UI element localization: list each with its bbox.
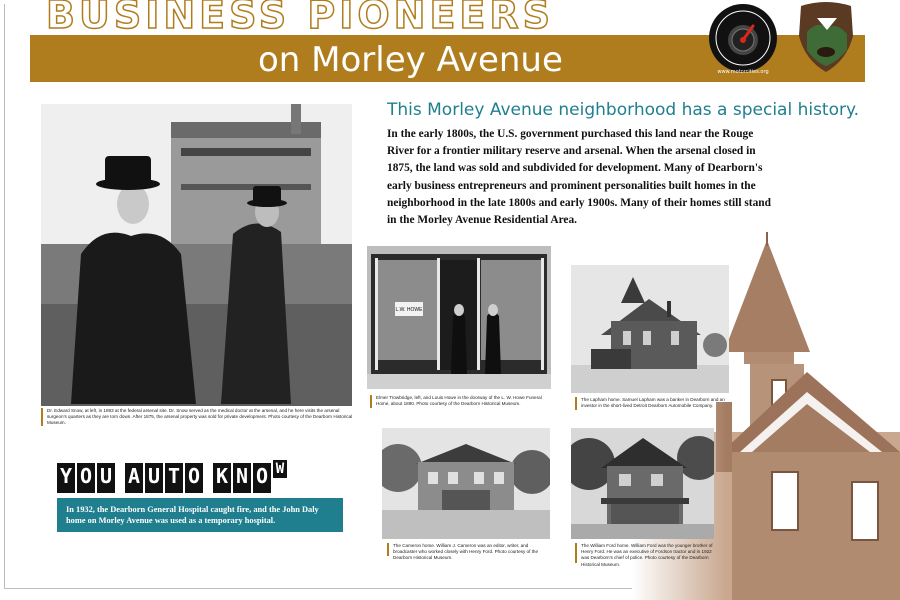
yak-letter: O xyxy=(185,463,203,493)
photo-dr-snow xyxy=(41,104,352,406)
motorcities-url: www.motorcities.org xyxy=(717,69,769,75)
motorcities-logo xyxy=(707,2,779,74)
caption-dr-snow: Dr. Edward Snow, at left, in 1893 at the federal arsenal site. Dr. Snow served as the medical doctor at the arsenal, and he here visits the arsenal surgeon's quarters as they are torn down. After 1875, the arsenal property was sold for private development. Photo courtesy of the Dearborn Historical Museum. xyxy=(47,408,353,426)
caption-lapham: The Lapham home. Samuel Lapham was a banker in Dearborn and an investor in the short-lived Detroit Dearborn Automobile Company. xyxy=(581,397,725,409)
yak-letter: U xyxy=(145,463,163,493)
you-auto-know-fact: In 1932, the Dearborn General Hospital caught fire, and the John Daly home on Morley Avenue was used as a temporary hospital. xyxy=(57,498,343,532)
yak-letter: O xyxy=(77,463,95,493)
caption-bar xyxy=(575,543,577,563)
title-line-1: BUSINESS PIONEERS xyxy=(46,0,554,37)
yak-space xyxy=(205,463,211,493)
yak-letter: Y xyxy=(57,463,75,493)
yak-letter: A xyxy=(125,463,143,493)
photo-william-ford-home xyxy=(571,428,714,539)
photo-lapham-home xyxy=(571,265,729,393)
caption-bar xyxy=(370,395,372,408)
yak-letter: T xyxy=(165,463,183,493)
caption-bar xyxy=(575,397,577,410)
photo-cameron-home xyxy=(382,428,550,539)
caption-bar xyxy=(41,408,43,426)
yak-space xyxy=(117,463,123,493)
caption-howe: Elmer Trowbridge, left, and Louis Howe in the doorway of the L. W. Howe Funeral Home, about 1890. Photo courtesy of the Dearborn Historical Museum. xyxy=(376,395,542,407)
you-auto-know-heading xyxy=(57,463,287,493)
yak-letter: K xyxy=(213,463,231,493)
yak-letter: W xyxy=(273,460,287,478)
photo-howe-funeral-home xyxy=(367,246,551,389)
national-park-service-arrowhead-icon xyxy=(797,0,855,72)
yak-letter: O xyxy=(253,463,271,493)
title-line-2: on Morley Avenue xyxy=(258,40,563,80)
howe-sign-text: L.W. HOWE xyxy=(395,307,423,313)
caption-ford: The William Ford home. William Ford was the younger brother of Henry Ford. He was an executive of Fordson tractor and in 1922 was Dearborn's chief of police. Photo courtesy of the Dearborn Historical Museum. xyxy=(581,543,713,567)
caption-cameron: The Cameron home. William J. Cameron was an editor, writer, and broadcaster who worked closely with Henry Ford. Photo courtesy of the Dearborn Historical Museum. xyxy=(393,543,539,561)
yak-letter: U xyxy=(97,463,115,493)
intro-paragraph: In the early 1800s, the U.S. government purchased this land near the Rouge River for a frontier military reserve and arsenal. When the arsenal closed in 1875, the land was sold and subdivided for development. Many of Dearborn's early business entrepreneurs and prominent personalities built homes in the neighborhood in the late 1800s and early 1900s. Many of their homes still stand in the Morley Avenue Residential Area. xyxy=(387,128,771,227)
caption-bar xyxy=(387,543,389,556)
yak-letter: N xyxy=(233,463,251,493)
section-heading: This Morley Avenue neighborhood has a special history. xyxy=(387,100,860,120)
